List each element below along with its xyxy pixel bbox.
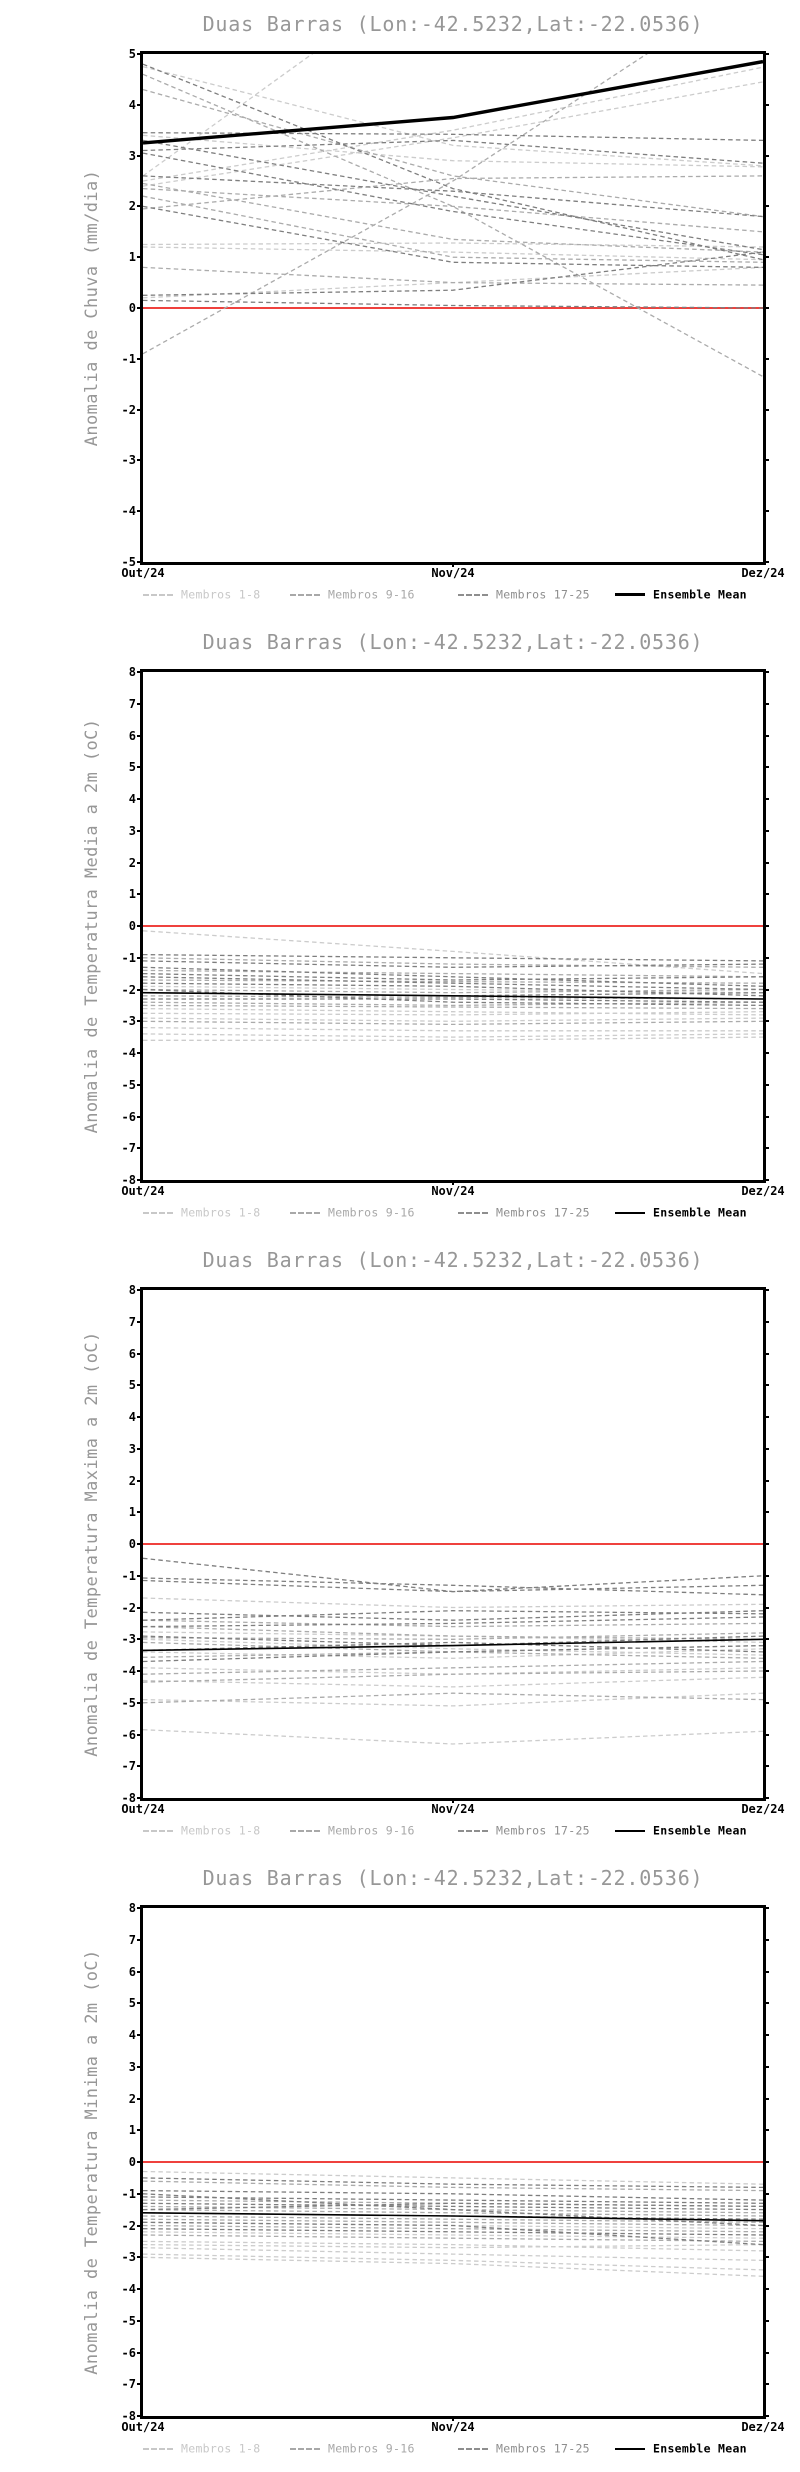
chart-block-2 [0, 618, 800, 1236]
y-tick-label: 7 [128, 1314, 136, 1329]
y-tick-label: 2 [128, 1473, 136, 1488]
legend-item-membros-17-25 [458, 2438, 590, 2454]
member-line [143, 176, 763, 217]
y-tick-label: -8 [121, 1791, 136, 1805]
dashed-line-swatch [290, 1830, 320, 1832]
dashed-line-swatch [290, 594, 320, 596]
legend-label: Membros 1-8 [181, 1823, 261, 1838]
legend-item-membros-17-25 [458, 1202, 590, 1218]
chart-title: Duas Barras (Lon:-42.5232,Lat:-22.0536) [202, 1248, 704, 1272]
chart-title: Duas Barras (Lon:-42.5232,Lat:-22.0536) [202, 630, 704, 654]
y-tick-label: 5 [128, 760, 136, 775]
member-line [143, 1677, 763, 1687]
member-line [143, 1598, 763, 1608]
legend-item-ensemble-mean [615, 1202, 747, 1218]
x-tick-label-dez24: Dez/24 [741, 1184, 785, 1198]
legend-label: Membros 17-25 [496, 1205, 590, 1220]
y-tick-label: 1 [128, 887, 136, 902]
x-tick-label-nov24: Nov/24 [431, 2420, 475, 2434]
y-tick-label: 3 [128, 1441, 136, 1456]
member-line [143, 1018, 763, 1021]
legend-label: Membros 1-8 [181, 587, 261, 602]
y-tick-label: -2 [121, 1600, 136, 1615]
y-tick-label: 6 [128, 1346, 136, 1361]
y-tick-label: 0 [128, 301, 136, 315]
member-line [143, 2235, 763, 2241]
y-tick-label: 8 [128, 665, 136, 679]
y-axis-label: Anomalia de Chuva (mm/dia) [82, 169, 102, 447]
y-tick-label: -5 [121, 2313, 136, 2328]
x-tick-label-out24: Out/24 [121, 1184, 165, 1198]
legend-label: Membros 1-8 [181, 1205, 261, 1220]
legend-label: Ensemble Mean [653, 1823, 747, 1838]
solid-line-swatch [615, 1830, 645, 1832]
chart-block-3 [0, 1236, 800, 1854]
dashed-line-swatch [143, 1212, 173, 1214]
plot-canvas [143, 54, 763, 562]
legend-item-membros-9-16 [290, 584, 415, 600]
y-tick-label: -2 [121, 982, 136, 997]
y-tick-label: -3 [121, 1014, 136, 1029]
member-line [143, 206, 763, 267]
legend-item-ensemble-mean [615, 1820, 747, 1836]
y-tick-label: -2 [121, 402, 136, 417]
member-line [143, 1578, 763, 1595]
member-line [143, 252, 763, 295]
y-tick-label: -6 [121, 1109, 136, 1124]
legend-item-membros-1-8 [143, 584, 260, 600]
member-line [143, 2229, 763, 2235]
plot-canvas [143, 1290, 763, 1798]
chart-title: Duas Barras (Lon:-42.5232,Lat:-22.0536) [202, 1866, 704, 1890]
y-tick-label: 0 [128, 2155, 136, 2169]
y-tick-label: -3 [121, 1632, 136, 1647]
dashed-line-swatch [458, 594, 488, 596]
legend-item-membros-17-25 [458, 1820, 590, 1836]
legend [0, 1202, 800, 1218]
y-tick-label: -3 [121, 2250, 136, 2265]
member-line [143, 2203, 763, 2209]
dashed-line-swatch [458, 1212, 488, 1214]
dashed-line-swatch [143, 1830, 173, 1832]
legend-item-membros-9-16 [290, 2438, 415, 2454]
x-tick-label-nov24: Nov/24 [431, 1802, 475, 1816]
y-tick-label: 5 [128, 1378, 136, 1393]
legend-item-ensemble-mean [615, 2438, 747, 2454]
x-tick-label-out24: Out/24 [121, 1802, 165, 1816]
y-axis-label: Anomalia de Temperatura Maxima a 2m (oC) [82, 1331, 102, 1757]
y-tick-label: 1 [128, 250, 136, 265]
plot-area [140, 51, 766, 565]
dashed-line-swatch [290, 1212, 320, 1214]
member-line [143, 2226, 763, 2232]
y-tick-label: -1 [121, 351, 136, 366]
legend-label: Membros 17-25 [496, 587, 590, 602]
y-tick-label: -2 [121, 2218, 136, 2233]
legend-label: Membros 1-8 [181, 2441, 261, 2456]
legend-item-membros-1-8 [143, 2438, 260, 2454]
y-tick-label: 0 [128, 919, 136, 933]
y-tick-label: 6 [128, 728, 136, 743]
legend-item-membros-17-25 [458, 584, 590, 600]
y-tick-label: -4 [121, 2282, 136, 2296]
legend-label: Membros 9-16 [328, 587, 415, 602]
plot-area [140, 669, 766, 1183]
y-tick-label: 3 [128, 823, 136, 838]
x-tick-label-dez24: Dez/24 [741, 1802, 785, 1816]
member-line [143, 140, 763, 163]
member-line [143, 1028, 763, 1031]
member-line [143, 243, 763, 247]
dashed-line-swatch [458, 2448, 488, 2450]
dashed-line-swatch [290, 2448, 320, 2450]
member-line [143, 2172, 763, 2185]
member-line [143, 189, 763, 232]
x-tick-label-dez24: Dez/24 [741, 2420, 785, 2434]
y-tick-label: 7 [128, 696, 136, 711]
y-tick-label: -5 [121, 555, 136, 569]
legend-label: Ensemble Mean [653, 2441, 747, 2456]
y-tick-label: -4 [121, 1664, 136, 1678]
y-tick-label: 7 [128, 1932, 136, 1947]
y-tick-label: 1 [128, 1505, 136, 1520]
y-tick-label: 4 [128, 792, 136, 806]
x-tick-label-dez24: Dez/24 [741, 566, 785, 580]
y-tick-label: -7 [121, 1759, 136, 1774]
legend-label: Ensemble Mean [653, 1205, 747, 1220]
chart-block-1 [0, 0, 800, 618]
member-line [143, 64, 763, 260]
dashed-line-swatch [143, 2448, 173, 2450]
y-tick-label: 4 [128, 1410, 136, 1424]
legend [0, 584, 800, 600]
y-tick-label: 5 [128, 47, 136, 61]
legend [0, 1820, 800, 1836]
solid-line-swatch [615, 1212, 645, 1214]
y-tick-label: 2 [128, 855, 136, 870]
chart-block-4 [0, 1854, 800, 2472]
y-tick-label: -8 [121, 2409, 136, 2423]
chart-title: Duas Barras (Lon:-42.5232,Lat:-22.0536) [202, 12, 704, 36]
legend [0, 2438, 800, 2454]
member-line [143, 267, 763, 285]
dashed-line-swatch [143, 594, 173, 596]
plot-canvas [143, 672, 763, 1180]
member-line [143, 1581, 763, 1592]
member-line [143, 300, 763, 308]
x-tick-label-nov24: Nov/24 [431, 566, 475, 580]
member-line [143, 74, 763, 376]
y-tick-label: 3 [128, 2059, 136, 2074]
y-tick-label: -6 [121, 2345, 136, 2360]
legend-label: Ensemble Mean [653, 587, 747, 602]
x-tick-label-out24: Out/24 [121, 2420, 165, 2434]
member-line [143, 2232, 763, 2238]
y-tick-label: 1 [128, 2123, 136, 2138]
y-tick-label: 4 [128, 97, 136, 112]
member-line [143, 2254, 763, 2270]
y-tick-label: -1 [121, 2186, 136, 2201]
legend-item-ensemble-mean [615, 584, 747, 600]
legend-label: Membros 9-16 [328, 2441, 415, 2456]
y-tick-label: -4 [121, 1046, 136, 1060]
y-axis-label: Anomalia de Temperatura Media a 2m (oC) [82, 718, 102, 1134]
solid-line-swatch [615, 593, 645, 596]
y-tick-label: 3 [128, 148, 136, 163]
legend-item-membros-9-16 [290, 1820, 415, 1836]
member-line [143, 67, 763, 181]
plot-area [140, 1287, 766, 1801]
y-tick-label: -3 [121, 453, 136, 468]
legend-label: Membros 17-25 [496, 2441, 590, 2456]
dashed-line-swatch [458, 1830, 488, 1832]
member-line [143, 2210, 763, 2216]
y-tick-label: -6 [121, 1727, 136, 1742]
plot-area [140, 1905, 766, 2419]
member-line [143, 90, 763, 217]
y-tick-label: -1 [121, 1568, 136, 1583]
y-tick-label: -5 [121, 1695, 136, 1710]
legend-label: Membros 17-25 [496, 1823, 590, 1838]
y-tick-label: 4 [128, 2028, 136, 2042]
y-tick-label: 8 [128, 1901, 136, 1915]
y-tick-label: -4 [121, 504, 136, 519]
member-line [143, 1668, 763, 1674]
y-tick-label: 6 [128, 1964, 136, 1979]
y-tick-label: 0 [128, 1537, 136, 1551]
y-tick-label: 8 [128, 1283, 136, 1297]
legend-item-membros-1-8 [143, 1202, 260, 1218]
y-tick-label: -1 [121, 950, 136, 965]
member-line [143, 1730, 763, 1744]
member-line [143, 1034, 763, 1037]
x-tick-label-nov24: Nov/24 [431, 1184, 475, 1198]
legend-item-membros-9-16 [290, 1202, 415, 1218]
legend-item-membros-1-8 [143, 1820, 260, 1836]
y-axis-label: Anomalia de Temperatura Minima a 2m (oC) [82, 1949, 102, 2375]
y-tick-label: -8 [121, 1173, 136, 1187]
y-tick-label: -7 [121, 2377, 136, 2392]
legend-label: Membros 9-16 [328, 1823, 415, 1838]
y-tick-label: -5 [121, 1077, 136, 1092]
y-tick-label: 5 [128, 1996, 136, 2011]
y-tick-label: 2 [128, 199, 136, 214]
plot-canvas [143, 1908, 763, 2416]
x-tick-label-out24: Out/24 [121, 566, 165, 580]
y-tick-label: -7 [121, 1141, 136, 1156]
legend-label: Membros 9-16 [328, 1205, 415, 1220]
y-tick-label: 2 [128, 2091, 136, 2106]
solid-line-swatch [615, 2448, 645, 2450]
ensemble-mean-line [143, 62, 763, 143]
